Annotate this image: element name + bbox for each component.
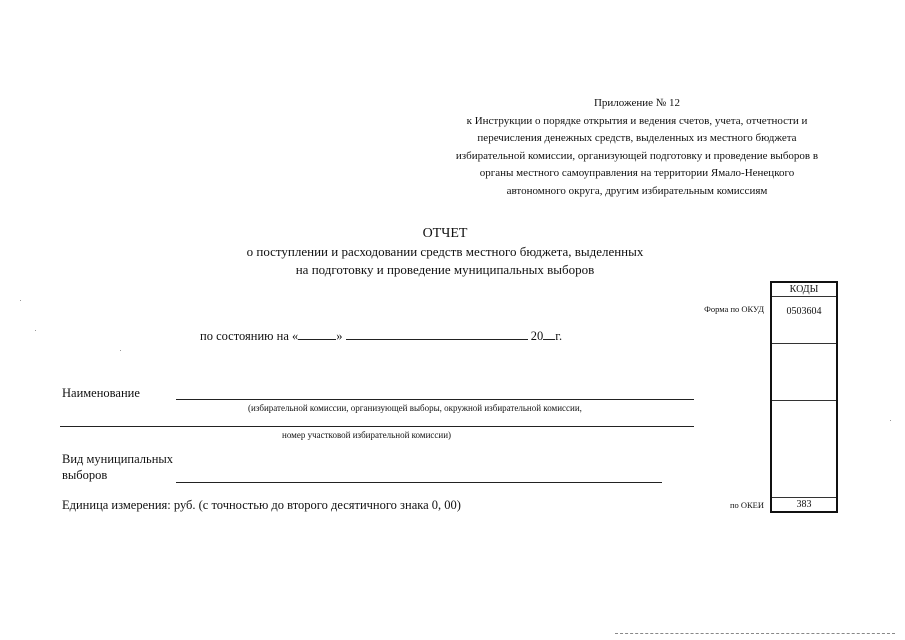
- year-blank[interactable]: [543, 328, 555, 340]
- name-hint-2: номер участковой избирательной комиссии): [282, 430, 452, 440]
- name-code-cell: [772, 401, 836, 498]
- date-code-cell: [772, 344, 836, 401]
- appendix-line: избирательной комиссии, организующей подготовку и проведение выборов в: [455, 149, 819, 162]
- report-subtitle-line: на подготовку и проведение муниципальных выборов: [295, 262, 595, 277]
- appendix-line: автономного округа, другим избирательным комиссиям: [506, 184, 768, 197]
- year-prefix: 20: [530, 329, 544, 343]
- as-of-mid: »: [336, 329, 343, 343]
- month-blank[interactable]: [346, 328, 528, 340]
- election-type-label-1: Вид муниципальных: [62, 452, 174, 466]
- codes-header: КОДЫ: [772, 283, 836, 297]
- name-input-line-1[interactable]: [176, 399, 694, 400]
- scan-speck: [20, 300, 21, 301]
- scan-speck: [120, 350, 121, 351]
- as-of-suffix: г.: [555, 329, 563, 343]
- report-title: ОТЧЕТ: [422, 226, 468, 241]
- okei-code-cell: 383: [772, 497, 836, 512]
- report-subtitle-line: о поступлении и расходовании средств местного бюджета, выделенных: [246, 244, 644, 259]
- election-type-input-line[interactable]: [176, 482, 662, 483]
- scan-edge: [615, 633, 895, 634]
- okud-code-cell: 0503604: [772, 297, 836, 344]
- name-input-line-2[interactable]: [60, 426, 694, 427]
- okud-label: Форма по ОКУД: [704, 304, 764, 314]
- appendix-note: [438, 95, 836, 200]
- unit-label: Единица измерения: руб. (с точностью до второго десятичного знака 0, 00): [62, 498, 461, 512]
- appendix-line: органы местного самоуправления на территории Ямало-Ненецкого: [479, 167, 795, 179]
- as-of-prefix: по состоянию на «: [200, 329, 299, 343]
- appendix-line: перечисления денежных средств, выделенных из местного бюджета: [477, 132, 797, 144]
- scan-speck: [35, 330, 36, 331]
- as-of-date-line: [200, 328, 562, 344]
- scan-speck: [890, 420, 891, 421]
- day-blank[interactable]: [298, 328, 336, 340]
- okei-label: по ОКЕИ: [729, 500, 764, 510]
- name-hint-1: (избирательной комиссии, организующей выборы, окружной избирательной комиссии,: [248, 403, 582, 413]
- codes-table: [770, 281, 838, 513]
- name-label: Наименование: [62, 386, 140, 400]
- election-type-label-2: выборов: [62, 468, 108, 482]
- appendix-line: Приложение № 12: [593, 97, 681, 109]
- appendix-line: к Инструкции о порядке открытия и ведения счетов, учета, отчетности и: [466, 114, 808, 127]
- report-subtitle: [205, 243, 685, 279]
